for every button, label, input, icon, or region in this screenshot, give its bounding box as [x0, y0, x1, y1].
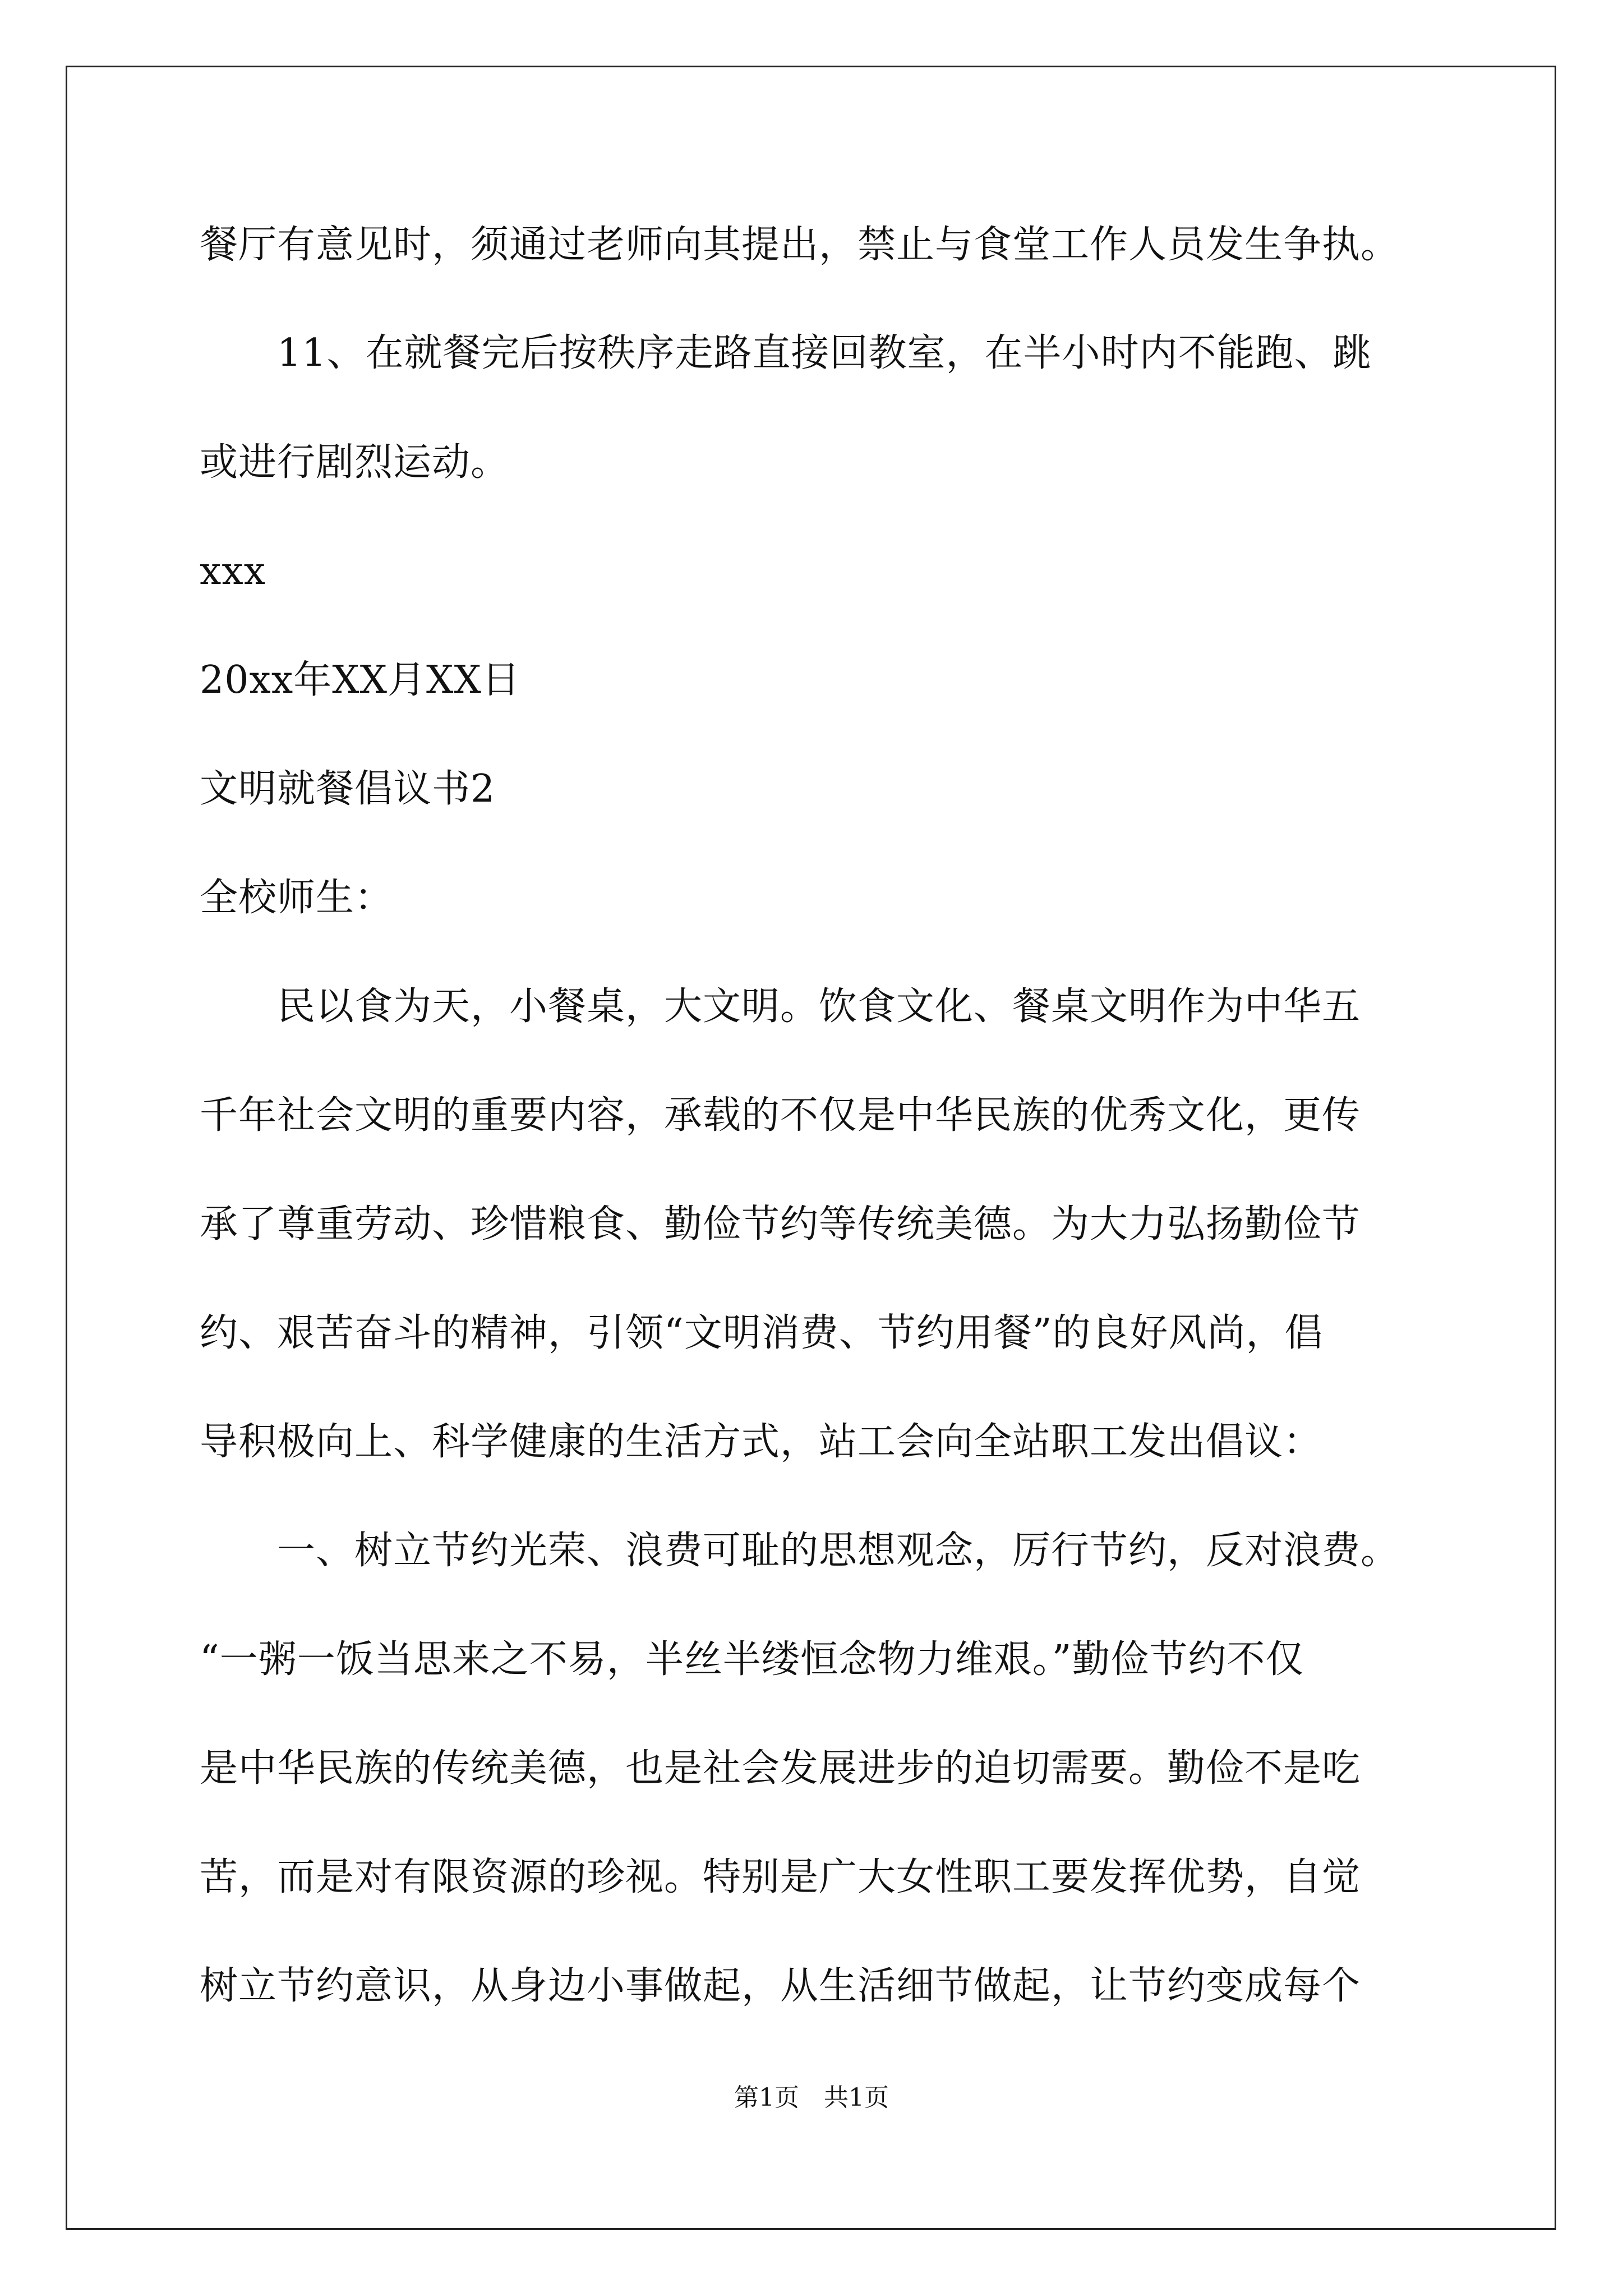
date-line: 20xx年XX月XX日: [200, 658, 520, 702]
body-line: 苦，而是对有限资源的珍视。特别是广大女性职工要发挥优势，自觉: [200, 1855, 1361, 1899]
page-footer: 第1页 共1页: [734, 2083, 889, 2112]
section-title: 文明就餐倡议书2: [200, 767, 496, 811]
body-line: 一、树立节约光荣、浪费可耻的思想观念，厉行节约，反对浪费。: [200, 1529, 1400, 1573]
body-line: 或进行剧烈运动。: [200, 440, 510, 485]
body-line: 导积极向上、科学健康的生活方式，站工会向全站职工发出倡议：: [200, 1420, 1322, 1464]
body-line: 承了尊重劳动、珍惜粮食、勤俭节约等传统美德。为大力弘扬勤俭节: [200, 1202, 1361, 1246]
body-line: 民以食为天，小餐桌，大文明。饮食文化、餐桌文明作为中华五: [200, 984, 1361, 1029]
body-line: “一粥一饭当思来之不易，半丝半缕恒念物力维艰。”勤俭节约不仅: [200, 1637, 1304, 1682]
salutation: 全校师生：: [200, 876, 394, 920]
body-line: 约、艰苦奋斗的精神，引领“文明消费、节约用餐”的良好风尚，倡: [200, 1311, 1324, 1355]
body-line: 树立节约意识，从身边小事做起，从生活细节做起，让节约变成每个: [200, 1964, 1361, 2008]
body-line: 餐厅有意见时，须通过老师向其提出，禁止与食堂工作人员发生争执。: [200, 223, 1400, 267]
page-border: [66, 66, 1556, 2230]
body-line: 千年社会文明的重要内容，承载的不仅是中华民族的优秀文化，更传: [200, 1093, 1361, 1138]
signature: xxx: [200, 549, 266, 593]
body-line: 11、在就餐完后按秩序走路直接回教室，在半小时内不能跑、跳: [200, 331, 1372, 375]
body-line: 是中华民族的传统美德，也是社会发展进步的迫切需要。勤俭不是吃: [200, 1746, 1361, 1791]
